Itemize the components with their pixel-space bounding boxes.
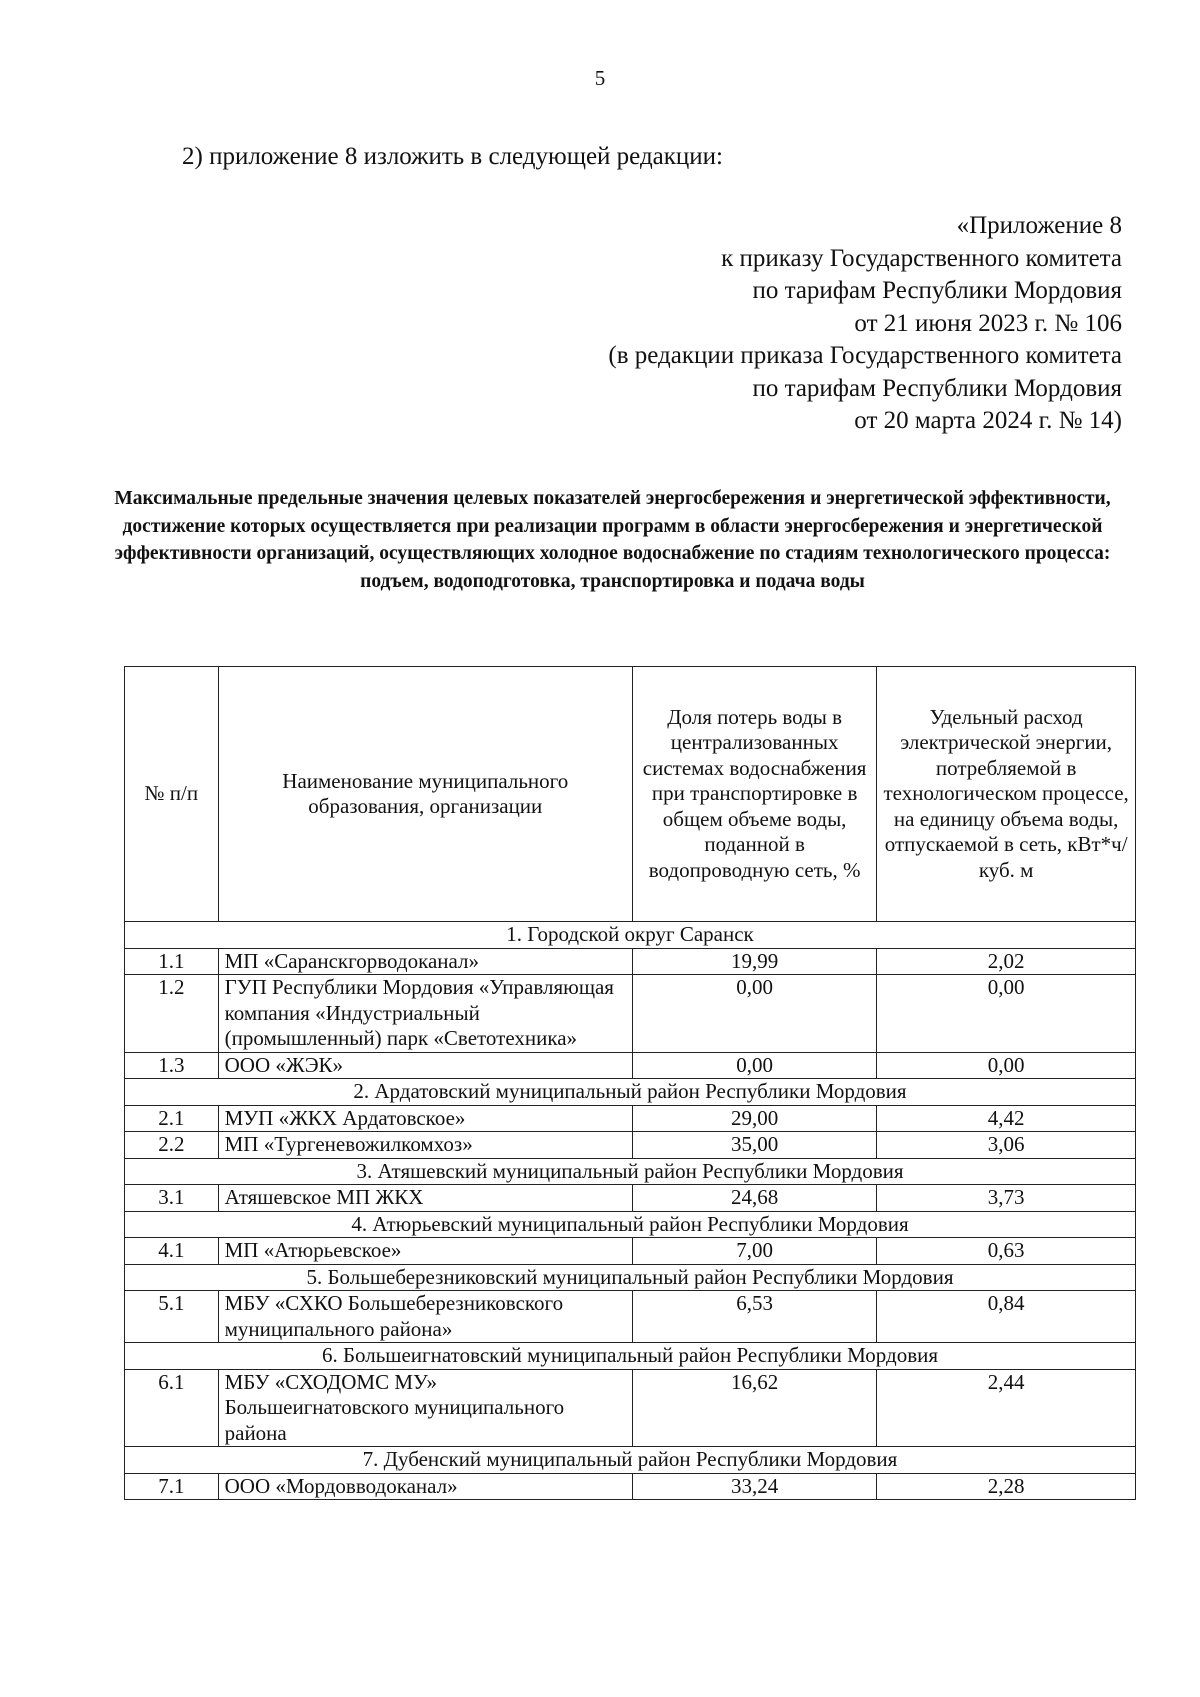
appendix-line: по тарифам Республики Мордовия	[752, 277, 1122, 304]
row-num: 2.2	[125, 1132, 219, 1159]
header-energy: Удельный расход электрической энергии, потребляемой в технологическом процессе, на единицу объема воды, отпускаемой в сеть, кВт*ч/куб. м	[877, 667, 1136, 922]
table-header-row	[125, 667, 1136, 922]
appendix-line: от 21 июня 2023 г. № 106	[854, 309, 1122, 337]
section-title: 2. Ардатовский муниципальный район Республики Мордовия	[125, 1079, 1136, 1106]
appendix-line: «Приложение 8	[956, 212, 1122, 239]
row-loss: 19,99	[632, 948, 876, 975]
targets-table	[124, 666, 1136, 1500]
appendix-line: от 20 марта 2024 г. № 14)	[854, 407, 1122, 434]
section-row	[125, 1264, 1136, 1291]
row-loss: 6,53	[632, 1291, 876, 1343]
table-row	[125, 1105, 1136, 1132]
row-name: МБУ «СХКО Большеберезниковского муниципального района»	[218, 1291, 632, 1343]
row-num: 7.1	[125, 1473, 219, 1500]
row-num: 6.1	[125, 1369, 219, 1447]
row-num: 5.1	[125, 1291, 219, 1343]
row-energy: 0,63	[877, 1238, 1136, 1265]
section-row	[125, 1158, 1136, 1185]
table-row	[125, 975, 1136, 1053]
appendix-line: по тарифам Республики Мордовия	[752, 374, 1122, 402]
row-name: МП «Атюрьевское»	[218, 1238, 632, 1265]
header-num: № п/п	[125, 667, 219, 922]
row-num: 3.1	[125, 1185, 219, 1212]
row-num: 4.1	[125, 1238, 219, 1265]
table-row	[125, 1369, 1136, 1447]
row-energy: 0,00	[877, 975, 1136, 1053]
row-energy: 3,06	[877, 1132, 1136, 1159]
table-row	[125, 948, 1136, 975]
row-energy: 2,02	[877, 948, 1136, 975]
section-title: 6. Большеигнатовский муниципальный район Республики Мордовия	[125, 1343, 1136, 1370]
row-loss: 33,24	[632, 1473, 876, 1500]
row-energy: 0,00	[877, 1052, 1136, 1079]
section-row	[125, 1079, 1136, 1106]
row-name: Атяшевское МП ЖКХ	[218, 1185, 632, 1212]
row-num: 1.1	[125, 948, 219, 975]
row-energy: 2,28	[877, 1473, 1136, 1500]
row-name: МП «Тургеневожилкомхоз»	[218, 1132, 632, 1159]
section-row	[125, 1211, 1136, 1238]
section-row	[125, 1447, 1136, 1474]
row-loss: 29,00	[632, 1105, 876, 1132]
appendix-line: (в редакции приказа Государственного комитета	[608, 342, 1122, 369]
section-title: 4. Атюрьевский муниципальный район Республики Мордовия	[125, 1211, 1136, 1238]
appendix-reference	[608, 210, 1122, 438]
section-title: 1. Городской округ Саранск	[125, 922, 1136, 949]
row-name: МП «Саранскгорводоканал»	[218, 948, 632, 975]
row-loss: 7,00	[632, 1238, 876, 1265]
row-energy: 3,73	[877, 1185, 1136, 1212]
row-loss: 0,00	[632, 1052, 876, 1079]
table-row	[125, 1052, 1136, 1079]
row-name: ООО «Мордовводоканал»	[218, 1473, 632, 1500]
table-row	[125, 1185, 1136, 1212]
section-row	[125, 1343, 1136, 1370]
section-title: 3. Атяшевский муниципальный район Республики Мордовия	[125, 1158, 1136, 1185]
appendix-line: к приказу Государственного комитета	[721, 244, 1122, 272]
row-name: ООО «ЖЭК»	[218, 1052, 632, 1079]
section-title: 7. Дубенский муниципальный район Республики Мордовия	[125, 1447, 1136, 1474]
row-energy: 0,84	[877, 1291, 1136, 1343]
row-num: 1.2	[125, 975, 219, 1053]
header-name: Наименование муниципального образования, организации	[218, 667, 632, 922]
row-loss: 24,68	[632, 1185, 876, 1212]
page-number: 5	[594, 66, 606, 90]
row-num: 1.3	[125, 1052, 219, 1079]
row-name: ГУП Республики Мордовия «Управляющая компания «Индустриальный (промышленный) парк «Светотехника»	[218, 975, 632, 1053]
row-name: МБУ «СХОДОМС МУ» Большеигнатовского муниципального района	[218, 1369, 632, 1447]
row-loss: 35,00	[632, 1132, 876, 1159]
document-title: Максимальные предельные значения целевых показателей энергосбережения и энергетической эффективности, достижение которых осуществляется при реализации программ в области энергосбережения и энергетической эффективности организаций, осуществляющих холодное водоснабжение по стадиям технологического процесса: подъем, водоподготовка, транспортировка и подача воды	[114, 488, 1111, 592]
table-row	[125, 1473, 1136, 1500]
row-loss: 16,62	[632, 1369, 876, 1447]
header-loss: Доля потерь воды в централизованных системах водоснабжения при транспортировке в общем объеме воды, поданной в водопроводную сеть, %	[632, 667, 876, 922]
row-loss: 0,00	[632, 975, 876, 1053]
row-num: 2.1	[125, 1105, 219, 1132]
section-row	[125, 922, 1136, 949]
row-name: МУП «ЖКХ Ардатовское»	[218, 1105, 632, 1132]
row-energy: 4,42	[877, 1105, 1136, 1132]
table-row	[125, 1291, 1136, 1343]
table-row	[125, 1132, 1136, 1159]
table-row	[125, 1238, 1136, 1265]
row-energy: 2,44	[877, 1369, 1136, 1447]
section-title: 5. Большеберезниковский муниципальный район Республики Мордовия	[125, 1264, 1136, 1291]
intro-text: 2) приложение 8 изложить в следующей редакции:	[182, 143, 723, 170]
